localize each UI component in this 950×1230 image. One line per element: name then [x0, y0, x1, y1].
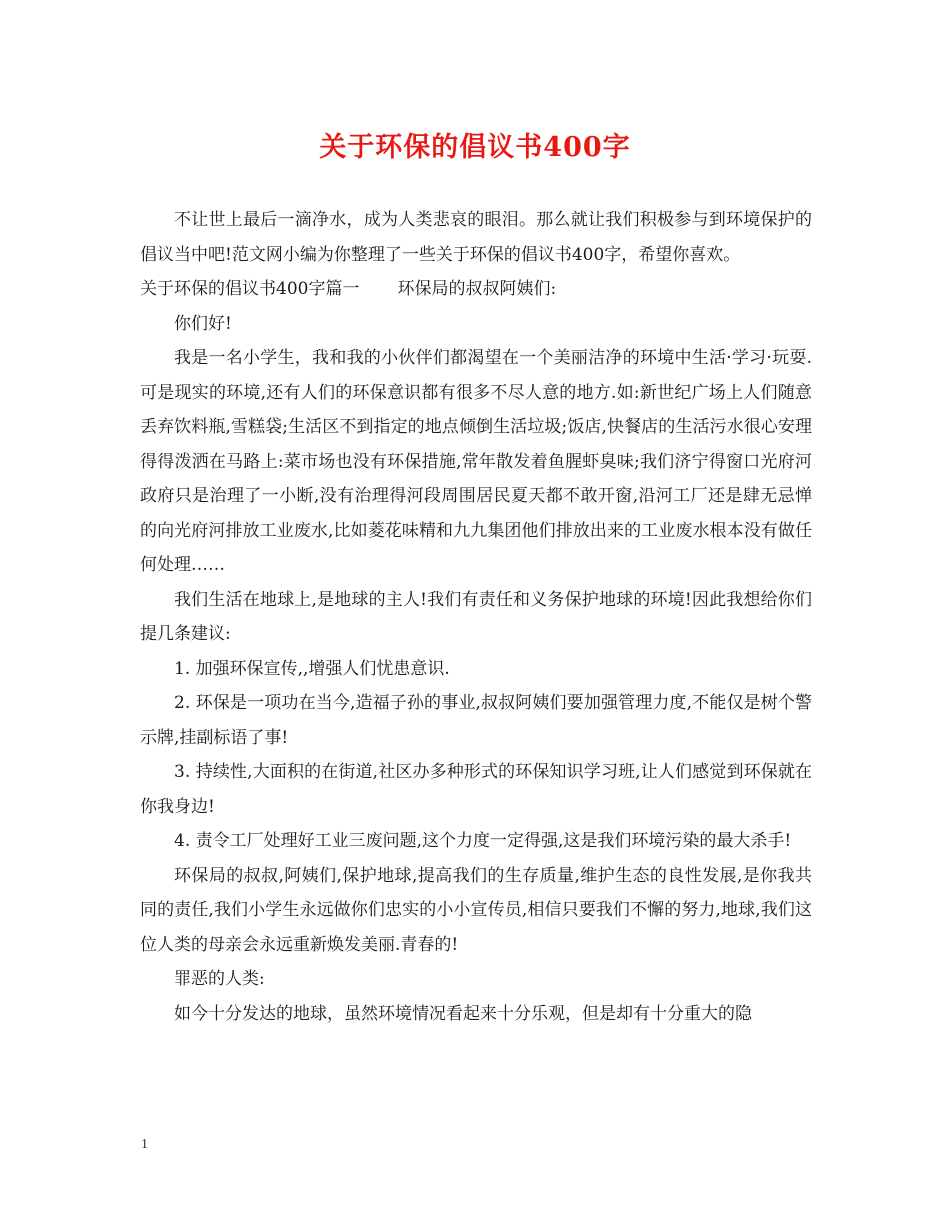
suggestion-4: 4. 责令工厂处理好工业三废问题,这个力度一定得强,这是我们环境污染的最大杀手! [174, 831, 792, 851]
suggestion-2: 2. 环保是一项功在当今,造福子孙的事业,叔叔阿姨们要加强管理力度,不能仅是树个警示牌,挂副标语了事! [140, 693, 812, 748]
greeting: 你们好! [174, 313, 232, 334]
document-title: 关于环保的倡议书400字 [319, 132, 631, 163]
body-paragraph-3: 环保局的叔叔,阿姨们,保护地球,提高我们的生存质量,维护生态的良性发展,是你我共同的责任,我们小学生永远做你们忠实的小小宣传员,相信只要我们不懈的努力,地球,我们这位人类的母亲会永远重新焕发美丽.青春的! [140, 865, 812, 955]
salutation-2: 罪恶的人类: [174, 969, 265, 989]
body-paragraph-2: 我们生活在地球上,是地球的主人!我们有责任和义务保护地球的环境!因此我想给你们提几条建议: [140, 589, 812, 644]
document-body [140, 203, 812, 1031]
body-paragraph-4: 如今十分发达的地球，虽然环境情况看起来十分乐观，但是却有十分重大的隐 [174, 1003, 752, 1024]
suggestion-1: 1. 加强环保宣传,,增强人们忧患意识. [174, 658, 450, 679]
salutation: 环保局的叔叔阿姨们: [397, 279, 557, 299]
body-paragraph-1: 我是一名小学生，我和我的小伙伴们都渴望在一个美丽洁净的环境中生活·学习·玩耍.可是现实的环境,还有人们的环保意识都有很多不尽人意的地方.如:新世纪广场上人们随意丢弃饮料瓶,雪糕袋;生活区不到指定的地点倾倒生活垃圾;饭店,快餐店的生活污水很心安理得得泼洒在马路上:菜市场也没有环保措施,常年散发着鱼腥虾臭味;我们济宁得窗口光府河政府只是治理了一小断,没有治理得河段周围居民夏天都不敢开窗,沿河工厂还是肆无忌惮的向光府河排放工业废水,比如菱花味精和九九集团他们排放出来的工业废水根本没有做任何处理…… [140, 348, 812, 575]
suggestion-3: 3. 持续性,大面积的在街道,社区办多种形式的环保知识学习班,让人们感觉到环保就在你我身边! [140, 762, 812, 817]
intro-paragraph: 不让世上最后一滴净水，成为人类悲哀的眼泪。那么就让我们积极参与到环境保护的倡议当中吧!范文网小编为你整理了一些关于环保的倡议书400字，希望你喜欢。 [140, 210, 812, 265]
page-number: 1 [141, 1137, 148, 1152]
section-heading: 关于环保的倡议书400字篇一 [140, 279, 360, 299]
section-heading-line [140, 272, 812, 307]
